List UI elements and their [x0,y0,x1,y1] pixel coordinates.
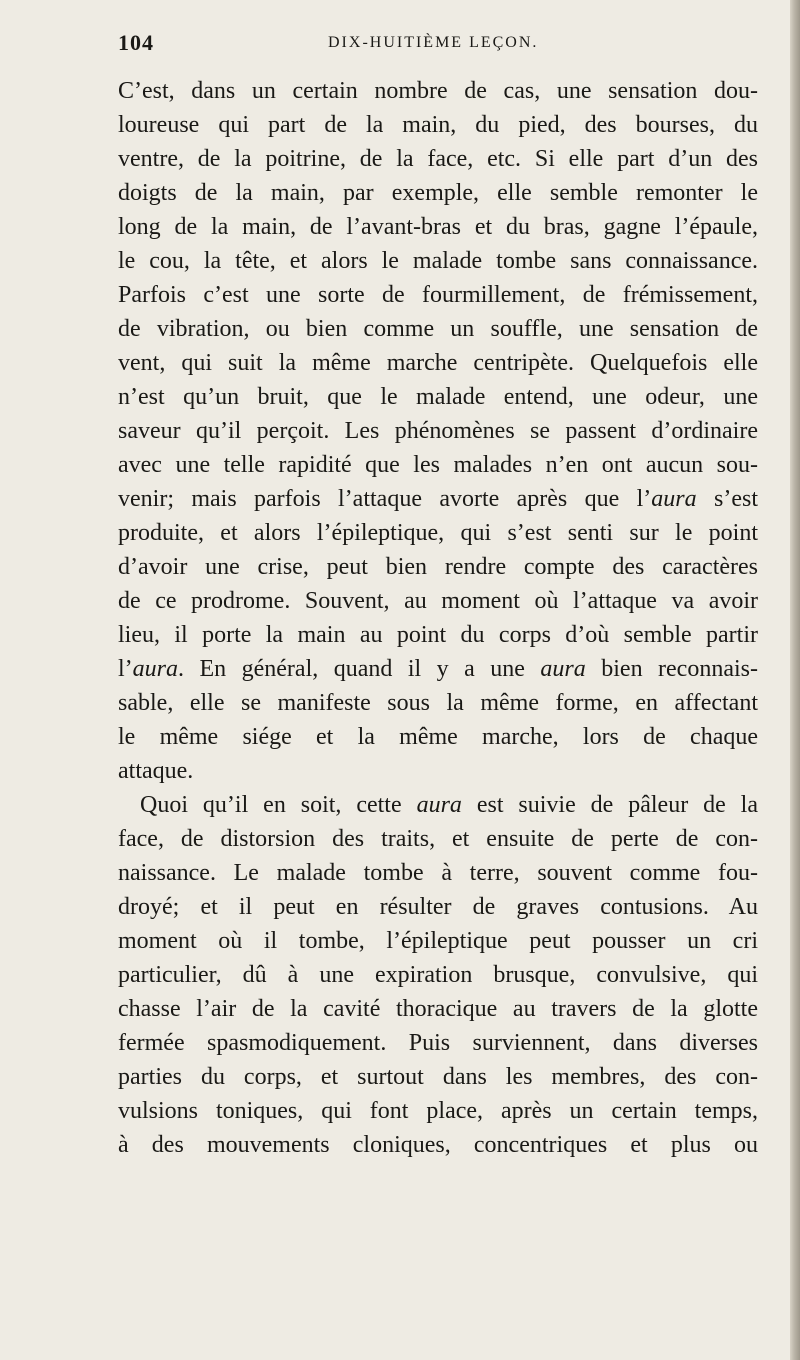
paragraph [118,74,758,788]
text-line: long de la main, de l’avant-bras et du bras, gagne l’épaule, [118,214,758,240]
text-line: Parfois c’est une sorte de fourmillement, de frémissement, [118,282,758,308]
page-number: 104 [118,30,154,55]
text-line: Quoi qu’il en soit, cette aura est suivie de pâleur de la [140,792,759,818]
text-line: fermée spasmodiquement. Puis surviennent, dans diverses [118,1030,758,1056]
text-line: sable, elle se manifeste sous la même forme, en affectant [118,690,758,716]
text-line: d’avoir une crise, peut bien rendre compte des caractères [118,554,758,580]
text-line: produite, et alors l’épileptique, qui s’est senti sur le point [118,520,758,546]
text-line: doigts de la main, par exemple, elle semble remonter le [118,180,758,206]
text-line: loureuse qui part de la main, du pied, des bourses, du [118,112,758,138]
text-line: le même siége et la même marche, lors de chaque [118,724,758,750]
text-line: n’est qu’un bruit, que le malade entend, une odeur, une [118,384,758,410]
text-line: l’aura. En général, quand il y a une aura bien reconnais- [118,656,758,682]
text-line: vent, qui suit la même marche centripète. Quelquefois elle [118,350,758,376]
italic-term: aura [651,486,697,512]
running-head-title: DIX-HUITIÈME LEÇON. [328,34,539,51]
body-text [118,74,758,1162]
text-line: attaque. [118,758,194,784]
text-line: saveur qu’il perçoit. Les phénomènes se passent d’ordinaire [118,418,758,444]
text-line: particulier, dû à une expiration brusque, convulsive, qui [118,962,758,988]
text-line: de ce prodrome. Souvent, au moment où l’attaque va avoir [118,588,758,614]
text-line: de vibration, ou bien comme un souffle, une sensation de [118,316,758,342]
text-line: face, de distorsion des traits, et ensuite de perte de con- [118,826,758,852]
text-line: venir; mais parfois l’attaque avorte après que l’aura s’est [118,486,758,512]
text-line: C’est, dans un certain nombre de cas, une sensation dou- [118,78,758,104]
italic-term: aura [132,656,179,682]
text-line: le cou, la tête, et alors le malade tombe sans connaissance. [118,248,758,274]
text-line: droyé; et il peut en résulter de graves contusions. Au [118,894,758,920]
text-line: parties du corps, et surtout dans les membres, des con- [118,1064,758,1090]
text-line: à des mouvements cloniques, concentriques et plus ou [118,1132,758,1158]
paragraph [118,788,758,1162]
text-line: vulsions toniques, qui font place, après un certain temps, [118,1098,758,1124]
text-line: avec une telle rapidité que les malades n’en ont aucun sou- [118,452,758,478]
page-edge-shadow [790,0,800,1360]
text-line: chasse l’air de la cavité thoracique au travers de la glotte [118,996,758,1022]
text-line: moment où il tombe, l’épileptique peut pousser un cri [118,928,758,954]
text-line: naissance. Le malade tombe à terre, souvent comme fou- [118,860,758,886]
running-head [118,30,758,60]
italic-term: aura [540,656,586,682]
text-line: ventre, de la poitrine, de la face, etc. Si elle part d’un des [118,146,758,172]
italic-term: aura [416,792,462,818]
text-line: lieu, il porte la main au point du corps d’où semble partir [118,622,758,648]
